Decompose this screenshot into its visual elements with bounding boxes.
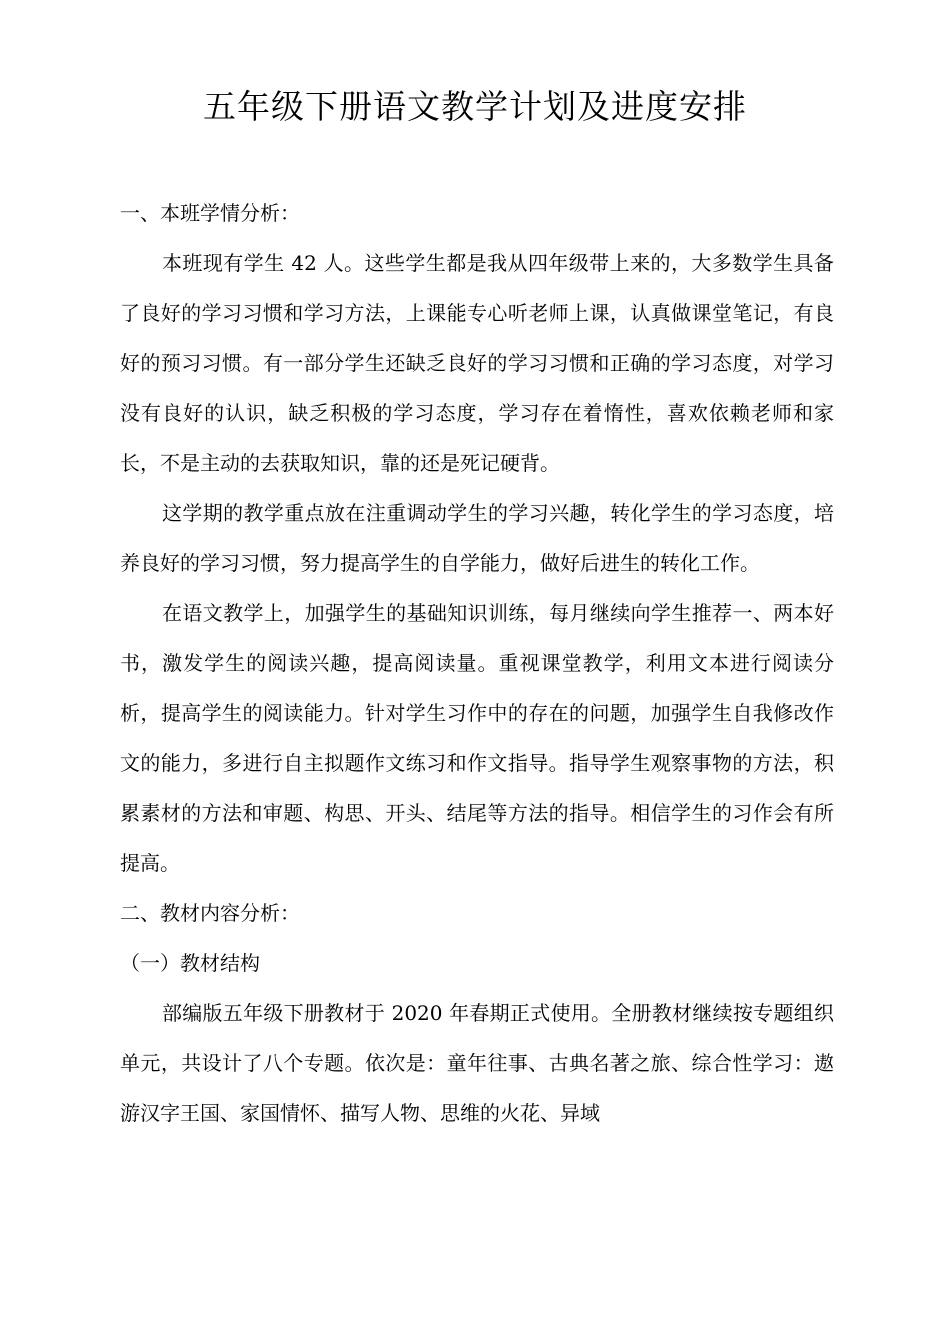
section-heading-1: 一、本班学情分析： xyxy=(120,201,300,225)
paragraph-chinese-teaching: 在语文教学上，加强学生的基础知识训练，每月继续向学生推荐一、两本好书，激发学生的阅读兴趣，提高阅读量。重视课堂教学，利用文本进行阅读分析，提高学生的阅读能力。针对学生习作中的存在的问题，加强学生自我修改作文的能力，多进行自主拟题作文练习和作文指导。指导学生观察事物的方法，积累素材的方法和审题、构思、开头、结尾等方法的指导。相信学生的习作会有所提高。 xyxy=(120,601,834,875)
paragraph-class-analysis: 本班现有学生 42 人。这些学生都是我从四年级带上来的，大多数学生具备了良好的学习习惯和学习方法，上课能专心听老师上课，认真做课堂笔记，有良好的预习习惯。有一部分学生还缺乏良好的学习习惯和正确的学习态度，对学习没有良好的认识，缺乏积极的学习态度，学习存在着惰性，喜欢依赖老师和家长，不是主动的去获取知识，靠的还是死记硬背。 xyxy=(120,251,834,475)
paragraph-teaching-focus: 这学期的教学重点放在注重调动学生的学习兴趣，转化学生的学习态度，培养良好的学习习惯，努力提高学生的自学能力，做好后进生的转化工作。 xyxy=(120,501,834,575)
subsection-heading-1: （一）教材结构 xyxy=(120,951,260,975)
document-body xyxy=(120,188,834,1138)
section-heading-2: 二、教材内容分析： xyxy=(120,901,300,925)
document-title: 五年级下册语文教学计划及进度安排 xyxy=(203,87,747,126)
paragraph-textbook-structure: 部编版五年级下册教材于 2020 年春期正式使用。全册教材继续按专题组织单元，共设计了八个专题。依次是：童年往事、古典名著之旅、综合性学习：遨游汉字王国、家国情怀、描写人物、思维的火花、异域 xyxy=(120,1001,834,1125)
